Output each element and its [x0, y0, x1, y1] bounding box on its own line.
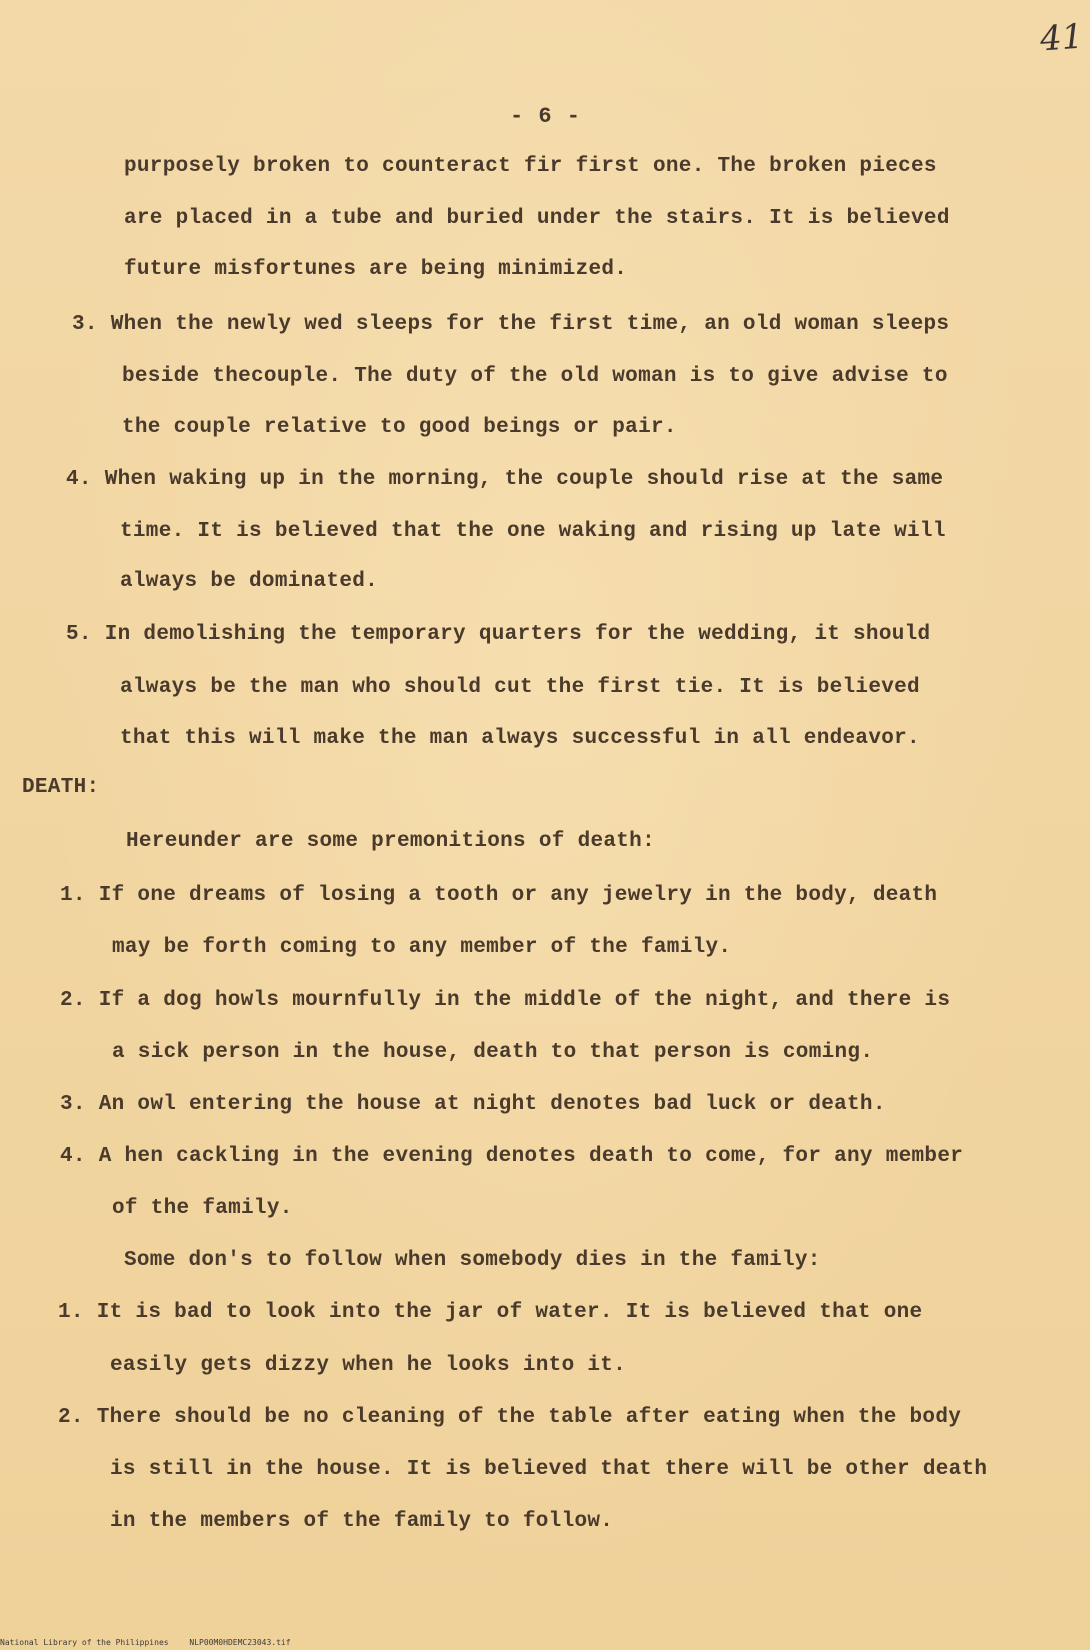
page-number: - 6 - — [510, 104, 582, 129]
footer-library: National Library of the Philippines — [0, 1638, 169, 1647]
text-line: future misfortunes are being minimized. — [124, 258, 628, 281]
text-line: a sick person in the house, death to that person is coming. — [112, 1041, 874, 1064]
text-line: in the members of the family to follow. — [110, 1510, 614, 1533]
text-line: of the family. — [112, 1197, 293, 1220]
text-line: that this will make the man always successful in all endeavor. — [120, 727, 920, 750]
list-item-1: 1. If one dreams of losing a tooth or any jewelry in the body, death — [60, 884, 938, 907]
list-item-2: 2. If a dog howls mournfully in the middle of the night, and there is — [60, 989, 951, 1012]
text-line: is still in the house. It is believed that there will be other death — [110, 1458, 988, 1481]
intro-donts: Some don's to follow when somebody dies in the family: — [124, 1249, 821, 1272]
text-line: always be dominated. — [120, 570, 379, 593]
list-item-4: 4. When waking up in the morning, the couple should rise at the same — [66, 468, 944, 491]
list-item-3: 3. When the newly wed sleeps for the first time, an old woman sleeps — [72, 313, 950, 336]
text-line: may be forth coming to any member of the family. — [112, 936, 732, 959]
intro-premonitions: Hereunder are some premonitions of death: — [126, 830, 655, 853]
text-line: beside thecouple. The duty of the old woman is to give advise to — [122, 365, 948, 388]
handwritten-page-number: 41 — [1038, 16, 1085, 60]
section-heading-death: DEATH: — [22, 776, 100, 799]
text-line: time. It is believed that the one waking and rising up late will — [120, 520, 946, 543]
list-item-1: 1. It is bad to look into the jar of water. It is believed that one — [58, 1301, 923, 1324]
list-item-2: 2. There should be no cleaning of the table after eating when the body — [58, 1406, 962, 1429]
scan-footer — [0, 1638, 307, 1647]
text-line: always be the man who should cut the first tie. It is believed — [120, 676, 920, 699]
text-line: the couple relative to good beings or pair. — [122, 416, 677, 439]
list-item-3: 3. An owl entering the house at night denotes bad luck or death. — [60, 1093, 886, 1116]
text-line: are placed in a tube and buried under the stairs. It is believed — [124, 207, 950, 230]
footer-file-id: NLP00M0HDEMC23043.tif — [189, 1638, 291, 1647]
text-line: easily gets dizzy when he looks into it. — [110, 1354, 627, 1377]
text-line: purposely broken to counteract fir first one. The broken pieces — [124, 155, 937, 178]
list-item-4: 4. A hen cackling in the evening denotes death to come, for any member — [60, 1145, 964, 1168]
list-item-5: 5. In demolishing the temporary quarters for the wedding, it should — [66, 623, 931, 646]
